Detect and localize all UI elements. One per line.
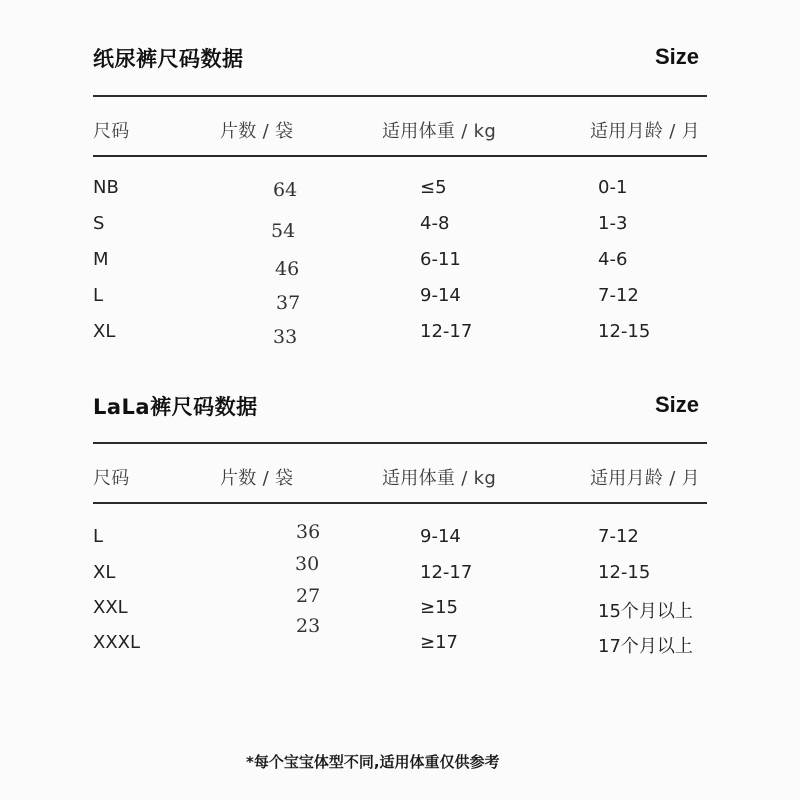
lala-header-count: 片数 / 袋 — [220, 468, 294, 489]
lala-row-size: XXL — [93, 597, 128, 618]
diaper-top-rule — [93, 95, 707, 97]
lala-header-age: 适用月龄 / 月 — [590, 468, 700, 489]
lala-row-count: 23 — [296, 615, 321, 637]
lala-header-rule — [93, 502, 707, 504]
diaper-row-age: 12-15 — [598, 321, 651, 342]
diaper-header-weight: 适用体重 / kg — [382, 121, 497, 142]
diaper-row-weight: 12-17 — [420, 321, 473, 342]
diaper-section-title: 纸尿裤尺码数据 — [93, 47, 244, 71]
diaper-row-size: L — [93, 285, 104, 306]
diaper-row-age: 4-6 — [598, 249, 628, 270]
lala-row-size: XL — [93, 562, 116, 583]
diaper-size-label: Size — [655, 44, 700, 69]
diaper-header-rule — [93, 155, 707, 157]
lala-header-size: 尺码 — [93, 468, 130, 489]
diaper-row-count: 33 — [273, 326, 298, 348]
diaper-row-count: 54 — [271, 220, 296, 242]
lala-row-weight: 9-14 — [420, 526, 461, 547]
lala-row-weight: 12-17 — [420, 562, 473, 583]
diaper-row-count: 46 — [275, 258, 300, 280]
diaper-row-age: 7-12 — [598, 285, 639, 306]
diaper-row-size: XL — [93, 321, 116, 342]
diaper-row-count: 64 — [273, 179, 298, 201]
lala-row-age: 7-12 — [598, 526, 639, 547]
diaper-row-weight: 6-11 — [420, 249, 461, 270]
diaper-header-size: 尺码 — [93, 121, 130, 142]
diaper-row-size: NB — [93, 177, 119, 198]
diaper-row-weight: 9-14 — [420, 285, 461, 306]
lala-row-count: 27 — [296, 585, 321, 607]
diaper-header-age: 适用月龄 / 月 — [590, 121, 700, 142]
lala-row-age: 15个月以上 — [598, 601, 693, 622]
lala-row-weight: ≥17 — [420, 632, 458, 653]
diaper-row-age: 0-1 — [598, 177, 628, 198]
diaper-row-age: 1-3 — [598, 213, 628, 234]
diaper-header-count: 片数 / 袋 — [220, 121, 294, 142]
weight-disclaimer-note: *每个宝宝体型不同,适用体重仅供参考 — [246, 753, 500, 771]
lala-size-label: Size — [655, 392, 700, 417]
diaper-row-size: M — [93, 249, 109, 270]
lala-row-count: 30 — [295, 553, 320, 575]
lala-row-size: XXXL — [93, 632, 141, 653]
lala-row-age: 17个月以上 — [598, 636, 693, 657]
diaper-row-weight: 4-8 — [420, 213, 450, 234]
diaper-row-size: S — [93, 213, 105, 234]
lala-header-weight: 适用体重 / kg — [382, 468, 497, 489]
lala-top-rule — [93, 442, 707, 444]
lala-row-size: L — [93, 526, 104, 547]
diaper-row-weight: ≤5 — [420, 177, 447, 198]
lala-row-weight: ≥15 — [420, 597, 458, 618]
lala-row-count: 36 — [296, 521, 321, 543]
lala-row-age: 12-15 — [598, 562, 651, 583]
lala-section-title: LaLa裤尺码数据 — [93, 395, 258, 419]
diaper-row-count: 37 — [276, 292, 301, 314]
